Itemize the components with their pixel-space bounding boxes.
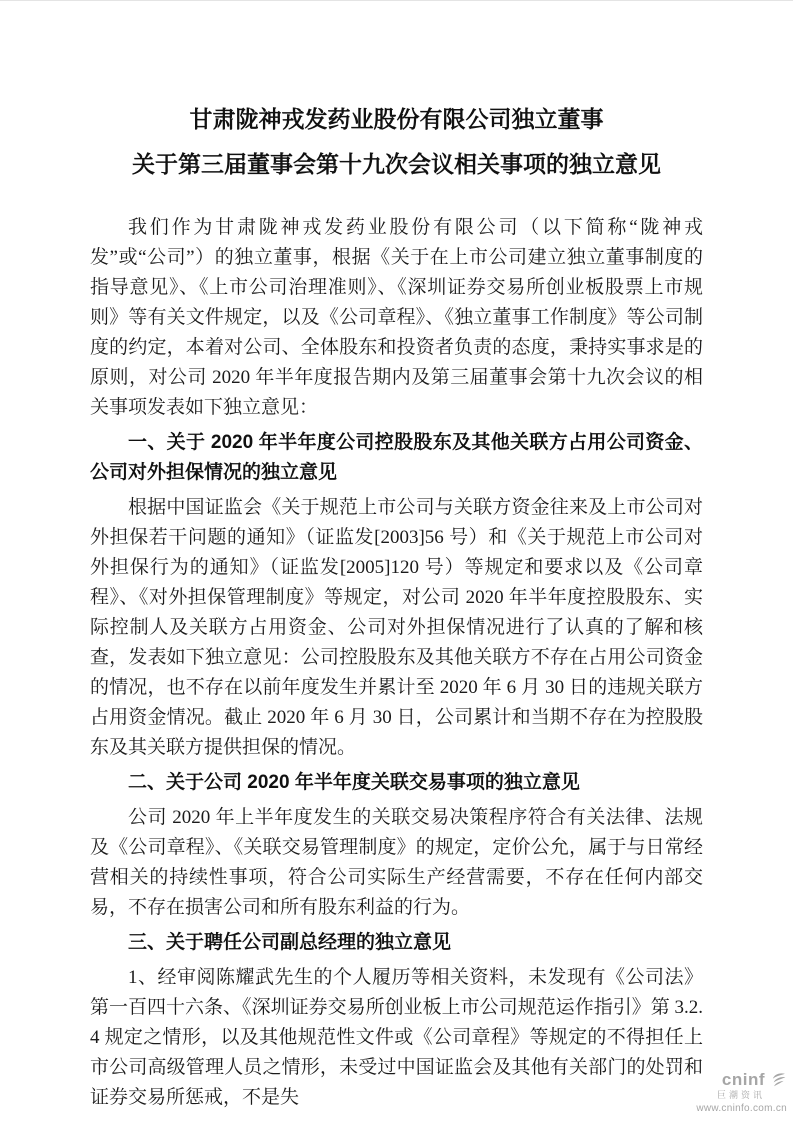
cninfo-logo-subtitle: 巨潮资讯 [716, 1090, 765, 1101]
section-3-heading: 三、关于聘任公司副总经理的独立意见 [128, 932, 452, 953]
cninfo-logo-text: cninf [721, 1069, 765, 1089]
section-2-heading: 二、关于公司 2020 年半年度关联交易事项的独立意见 [128, 772, 580, 793]
section-1-heading: 一、关于 2020 年半年度公司控股股东及其他关联方占用公司资金、公司对外担保情况的独立意见 [90, 432, 703, 483]
cninfo-logo [696, 1070, 787, 1114]
title-line-1: 甘肃陇神戎发药业股份有限公司独立董事 [189, 106, 604, 132]
title-line-2: 关于第三届董事会第十九次会议相关事项的独立意见 [132, 151, 661, 177]
section-1-paragraph: 根据中国证监会《关于规范上市公司与关联方资金往来及上市公司对外担保若干问题的通知》（证监发[2003]56 号）和《关于规范上市公司对外担保行为的通知》（证监发[2005]120 号）等规定和要求以及《公司章程》、《对外担保管理制度》等规定，对公司 2020 年半年度控股股东、实际控制人及关联方占用资金、公司对外担保情况进行了认真的了解和核查，发表如下独立意见：公司控股股东及其他关联方不存在占用公司资金的情况，也不存在以前年度发生并累计至 2020 年 6 月 30 日的违规关联方占用资金情况。截止 2020 年 6 月 30 日，公司累计和当期不存在为控股股东及其关联方提供担保的情况。 [90, 497, 703, 758]
section-3-paragraph: 1、经审阅陈耀武先生的个人履历等相关资料，未发现有《公司法》第一百四十六条、《深圳证券交易所创业板上市公司规范运作指引》第 3.2.4 规定之情形，以及其他规范性文件或《公司章程》等规定的不得担任上市公司高级管理人员之情形，未受过中国证监会及其他有关部门的处罚和证券交易所惩戒，不是失 [90, 967, 703, 1108]
cninfo-logo-url: www.cninfo.com.cn [696, 1103, 787, 1114]
intro-paragraph: 我们作为甘肃陇神戎发药业股份有限公司（以下简称“陇神戎发”或“公司”）的独立董事，根据《关于在上市公司建立独立董事制度的指导意见》、《上市公司治理准则》、《深圳证券交易所创业板股票上市规则》等有关文件规定，以及《公司章程》、《独立董事工作制度》等公司制度的约定，本着对公司、全体股东和投资者负责的态度，秉持实事求是的原则，对公司 2020 年半年度报告期内及第三届董事会第十九次会议的相关事项发表如下独立意见： [90, 217, 703, 418]
cninfo-logo-row [696, 1070, 787, 1090]
document-title [90, 97, 703, 187]
cninfo-swirl-icon [767, 1070, 787, 1090]
section-2-paragraph: 公司 2020 年上半年度发生的关联交易决策程序符合有关法律、法规及《公司章程》、《关联交易管理制度》的规定，定价公允，属于与日常经营相关的持续性事项，符合公司实际生产经营需要，不存在任何内部交易，不存在损害公司和所有股东利益的行为。 [90, 807, 703, 918]
